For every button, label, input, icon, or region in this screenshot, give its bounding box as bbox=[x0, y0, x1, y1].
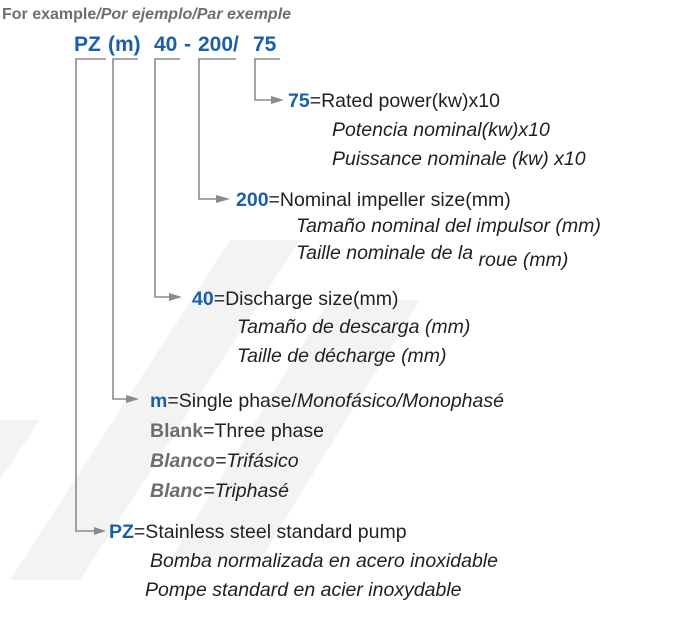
svg-text:PZ=Stainless steel standard pu: PZ=Stainless steel standard pump bbox=[109, 521, 407, 543]
svg-text:200=Nominal impeller size(mm): 200=Nominal impeller size(mm) bbox=[236, 189, 511, 211]
model-code bbox=[74, 33, 277, 56]
svg-text:Potencia nominal(kw)x10: Potencia nominal(kw)x10 bbox=[332, 119, 550, 141]
code-dash: - bbox=[184, 33, 191, 56]
code-m: (m) bbox=[108, 33, 141, 56]
svg-text:40=Discharge size(mm): 40=Discharge size(mm) bbox=[192, 288, 399, 310]
svg-text:Blank=Three phase: Blank=Three phase bbox=[150, 420, 324, 442]
code-discharge: 40 bbox=[154, 33, 178, 56]
pump-legend bbox=[109, 521, 498, 601]
svg-text:Tamaño nominal del impulsor (m: Tamaño nominal del impulsor (mm) bbox=[296, 215, 601, 237]
svg-text:Pompe standard en acier inoxyd: Pompe standard en acier inoxydable bbox=[145, 579, 462, 601]
svg-text:75=Rated power(kw)x10: 75=Rated power(kw)x10 bbox=[288, 90, 500, 112]
svg-text:Taille de décharge (mm): Taille de décharge (mm) bbox=[237, 345, 447, 367]
svg-text:Puissance nominale (kw) x10: Puissance nominale (kw) x10 bbox=[332, 148, 586, 170]
svg-text:Bomba normalizada en acero ino: Bomba normalizada en acero inoxidable bbox=[150, 550, 498, 572]
power-legend bbox=[288, 90, 586, 170]
code-pz: PZ bbox=[74, 33, 101, 56]
code-power: 75 bbox=[253, 33, 277, 56]
svg-text:Tamaño de descarga (mm): Tamaño de descarga (mm) bbox=[237, 316, 471, 338]
svg-text:m=Single phase/Monofásico/Mono: m=Single phase/Monofásico/Monophasé bbox=[150, 390, 504, 412]
svg-text:Blanc=Triphasé: Blanc=Triphasé bbox=[150, 480, 289, 502]
example-header: For example/Por ejemplo/Par exemple bbox=[2, 6, 292, 23]
svg-text:Taille nominale de la roue (mm: Taille nominale de la roue (mm) bbox=[296, 242, 569, 271]
impeller-legend bbox=[236, 189, 601, 271]
svg-text:Blanco=Trifásico: Blanco=Trifásico bbox=[150, 450, 299, 472]
code-impeller: 200/ bbox=[198, 33, 239, 56]
